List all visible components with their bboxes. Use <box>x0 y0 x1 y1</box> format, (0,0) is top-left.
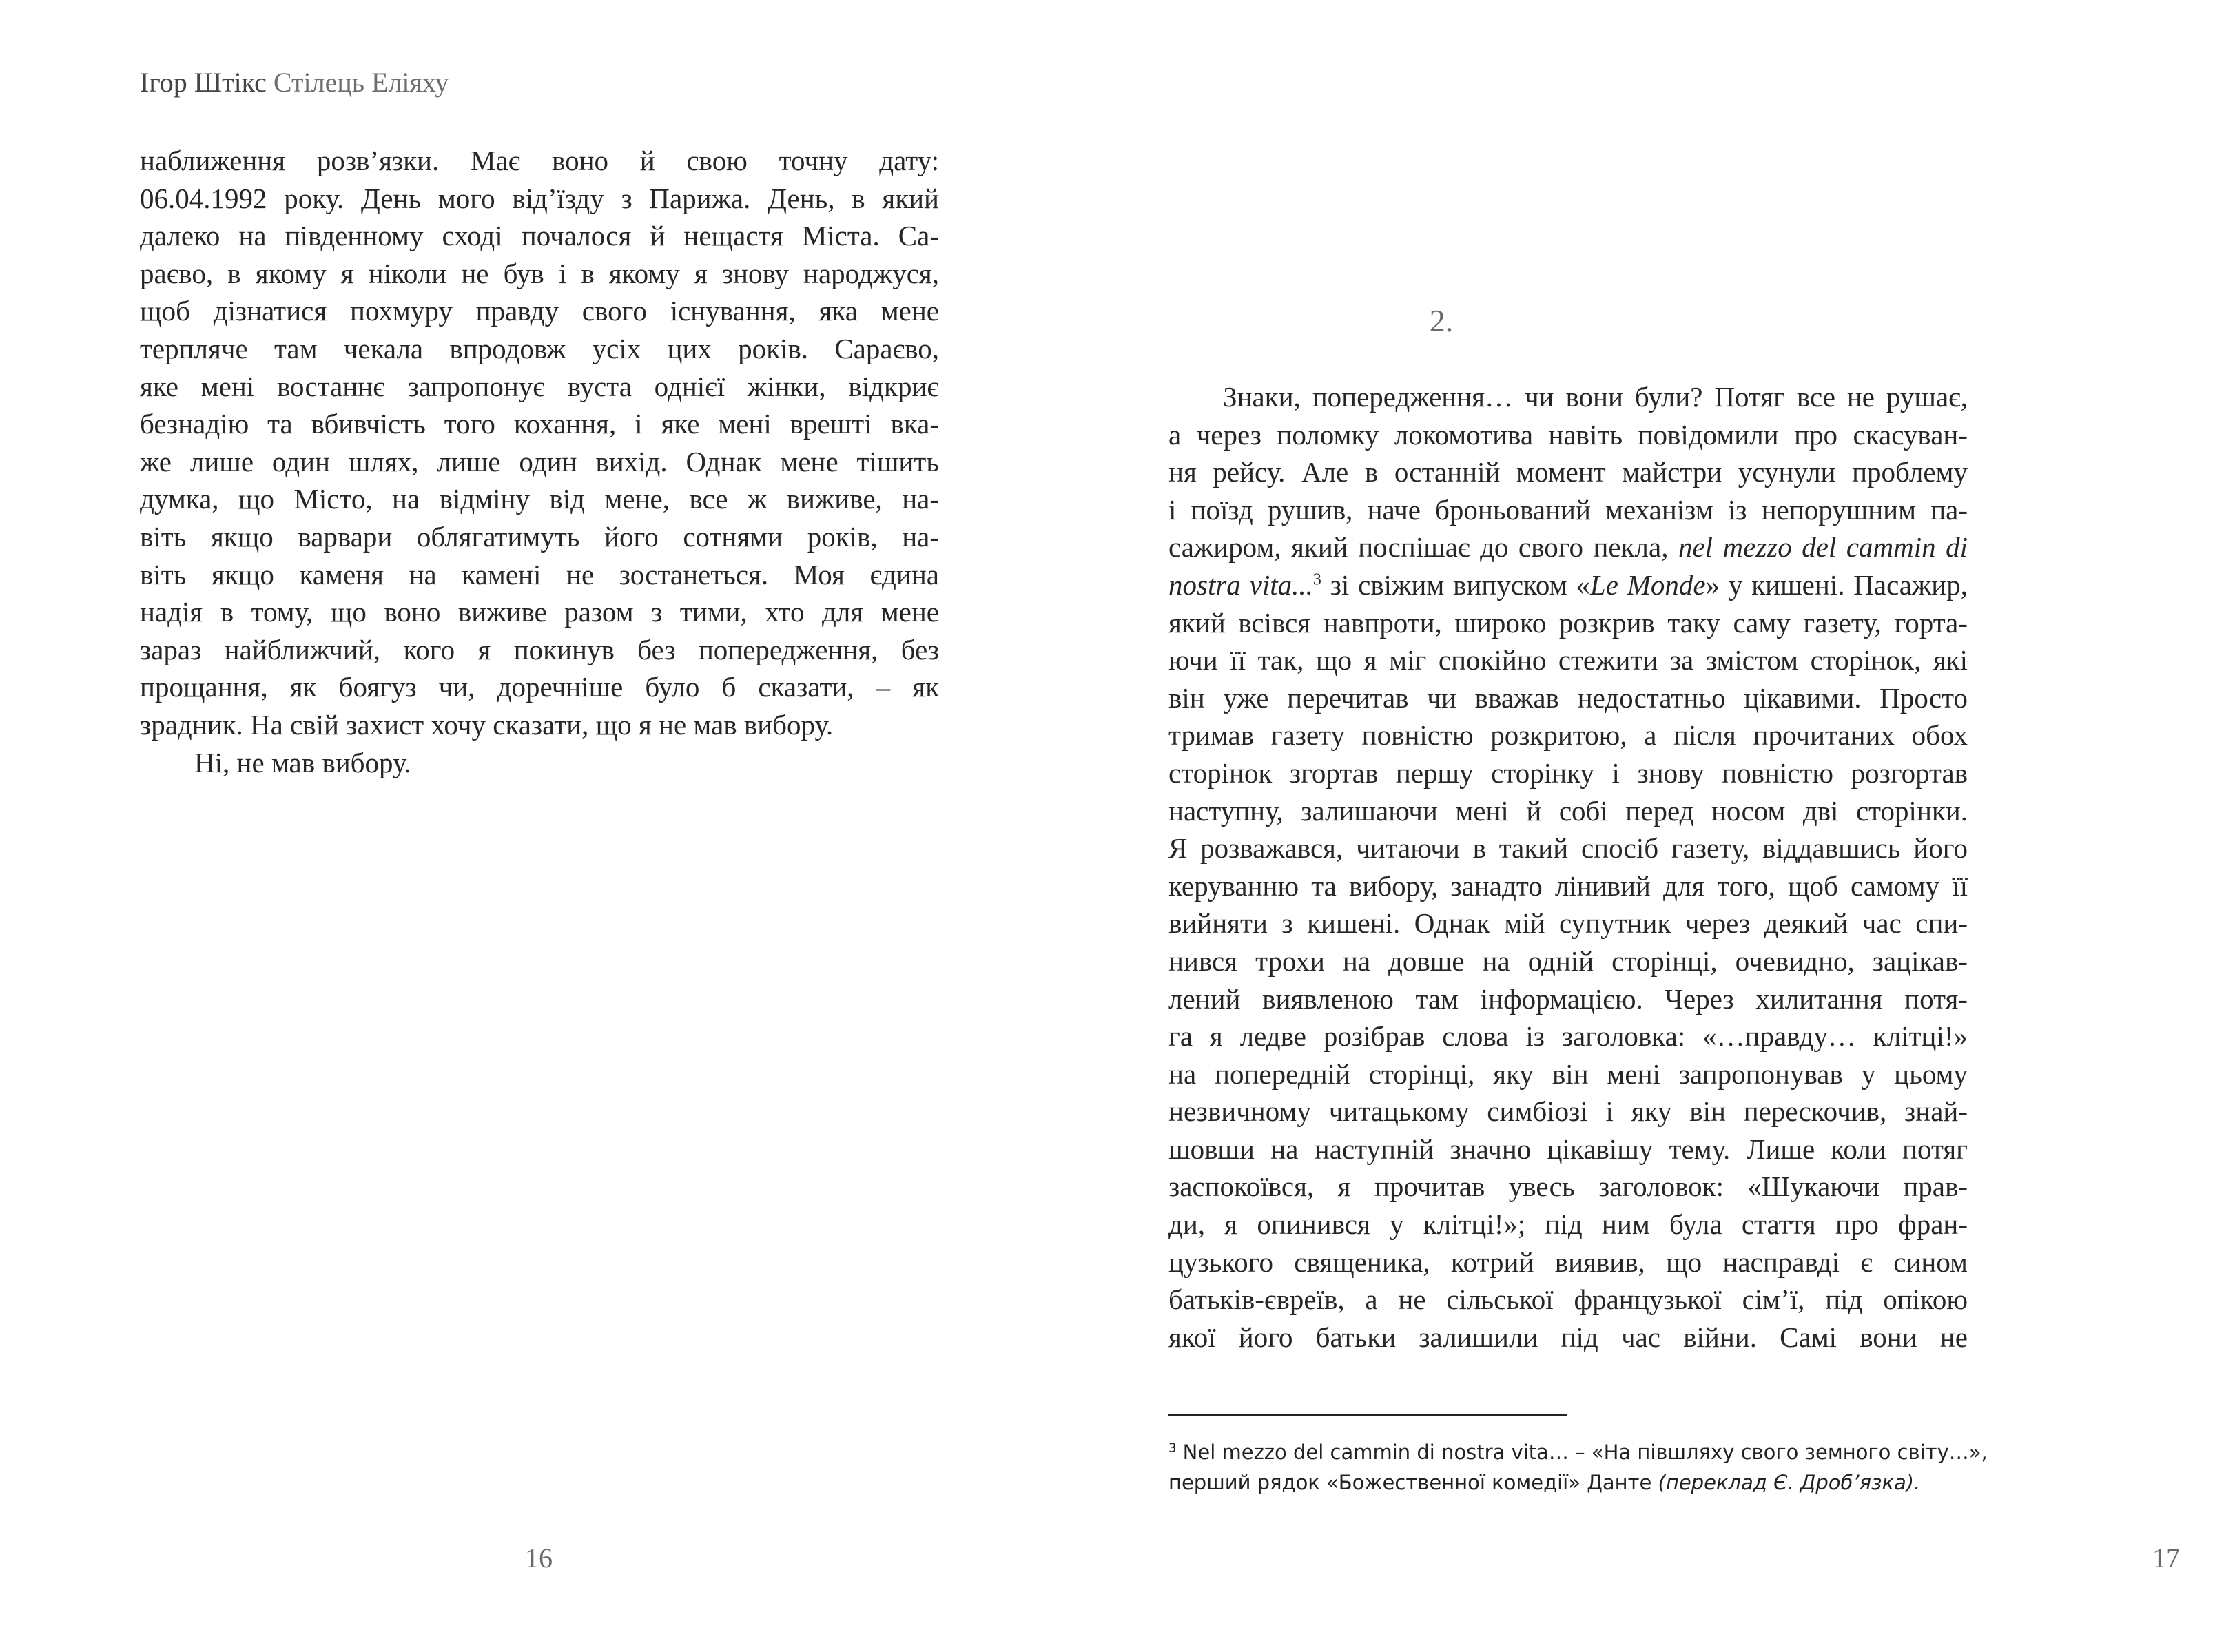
left-body-text <box>140 142 939 781</box>
text-line: га я ледве розібрав слова із заголовка: «…правду… клітці!» <box>1168 1020 1968 1053</box>
text-line: цузького священика, котрий виявив, що насправді є сином <box>1168 1246 1968 1278</box>
text-line: яке мені востаннє запропонує вуста однієї жінки, відкриє <box>140 370 939 402</box>
footnote-translator: (переклад Є. Дроб’язка). <box>1658 1471 1921 1494</box>
text-line: який всівся навпроти, широко розкрив таку саму газету, горта- <box>1168 606 1968 639</box>
italic-quote: nostra vita... <box>1168 568 1313 601</box>
right-body-text <box>1168 378 1968 1356</box>
text-line: незвичному читацькому симбіозі і яку він перескочив, знай- <box>1168 1095 1968 1128</box>
text-segment: сажиром, який поспішає до свого пекла, <box>1168 531 1669 564</box>
text-line: зрадник. На свій захист хочу сказати, що я не мав вибору. <box>140 708 834 741</box>
text-line: сторінок згортав першу сторінку і знову повністю розгортав <box>1168 756 1968 789</box>
text-line: а через поломку локомотива навіть повідомили про скасуван- <box>1168 418 1968 451</box>
text-line <box>1168 528 1968 566</box>
text-line: щоб дізнатися похмуру правду свого існування, яка мене <box>140 295 939 327</box>
right-page <box>1042 0 2180 1652</box>
text-line: ди, я опинився у клітці!»; під ним була стаття про фран- <box>1168 1208 1968 1241</box>
text-line: ня рейсу. Але в останній момент майстри усунули проблему <box>1168 456 1968 488</box>
text-line: же лише один шлях, лише один вихід. Однак мене тішить <box>140 445 939 477</box>
text-line: і поїзд рушив, наче броньований механізм із непорушним па- <box>1168 493 1968 526</box>
text-line: наступну, залишаючи мені й собі перед носом дві сторінки. <box>1168 794 1968 827</box>
text-line: батьків-євреїв, а не сільської французької сім’ї, під опікою <box>1168 1283 1968 1316</box>
footnote <box>1168 1437 1988 1498</box>
text-line: тримав газету повністю розкритою, а після прочитаних обох <box>1168 719 1968 752</box>
running-head <box>140 66 449 99</box>
footnote-line <box>1168 1437 1988 1467</box>
text-line: наближення розв’язки. Має воно й свою точну дату: <box>140 145 939 176</box>
text-line: 06.04.1992 року. День мого від’їзду з Парижа. День, в який <box>140 182 939 214</box>
italic-quote: nel mezzo del cammin di <box>1678 531 1968 564</box>
text-line: зараз найближчий, кого я покинув без попередження, без <box>140 633 939 665</box>
text-line: Знаки, попередження… чи вони були? Потяг все не рушає, <box>1223 381 1968 413</box>
text-segment: зі свіжим випуском « <box>1330 568 1590 601</box>
text-line: раєво, в якому я ніколи не був і в якому я знову народжуся, <box>140 257 939 289</box>
footnote-marker: 3 <box>1312 570 1321 589</box>
text-segment: » у кишені. Пасажир, <box>1705 568 1968 601</box>
text-line: віть якщо варвари облягатимуть його сотнями років, на- <box>140 520 939 553</box>
running-head-author: Ігор Штікс <box>140 67 267 98</box>
left-page <box>0 0 1042 1652</box>
text-line: нився трохи на довше на одній сторінці, очевидно, зацікав- <box>1168 944 1968 977</box>
footnote-line <box>1168 1467 1968 1498</box>
page-number: 17 <box>2152 1542 2180 1573</box>
footnote-divider <box>1168 1414 1567 1416</box>
chapter-number: 2. <box>1429 303 1454 338</box>
text-line: далеко на південному сході почалося й нещастя Міста. Са- <box>140 220 939 252</box>
text-line: якої його батьки залишили під час війни. Самі вони не <box>1168 1321 1968 1353</box>
text-line: на попередній сторінці, яку він мені запропонував у цьому <box>1168 1057 1968 1090</box>
page-number: 16 <box>525 1542 553 1573</box>
text-line: прощання, як боягуз чи, доречніше було б сказати, – як <box>140 671 939 703</box>
text-line: Я розважався, читаючи в такий спосіб газету, віддавшись його <box>1168 832 1968 865</box>
text-line: надія в тому, що воно виживе разом з тими, хто для мене <box>140 596 939 628</box>
text-line: керуванню та вибору, занадто лінивий для того, щоб самому її <box>1168 869 1968 902</box>
text-line: думка, що Місто, на відміну від мене, все ж виживе, на- <box>140 483 939 515</box>
footnote-text: перший рядок «Божественної комедії» Данте <box>1168 1471 1652 1494</box>
text-line: Ні, не мав вибору. <box>194 746 411 778</box>
text-line: заспокоївся, я прочитав увесь заголовок: «Шукаючи прав- <box>1168 1170 1968 1203</box>
text-line: лений виявленою там інформацією. Через хилитання потя- <box>1168 982 1968 1015</box>
text-line: ючи її так, що я міг спокійно стежити за змістом сторінок, які <box>1168 644 1968 677</box>
text-line: терпляче там чекала впродовж усіх цих років. Сараєво, <box>140 332 939 364</box>
text-line: віть якщо каменя на камені не зостанеться. Моя єдина <box>140 558 939 590</box>
running-head-title: Стілець Еліяху <box>273 67 449 98</box>
newspaper-title: Le Monde <box>1589 568 1706 601</box>
footnote-number: 3 <box>1168 1441 1177 1456</box>
footnote-text: Nel mezzo del cammin di nostra vita… – «На півшляху свого земного світу…», <box>1182 1441 1988 1464</box>
text-line: безнадію та вбивчість того кохання, і яке мені врешті вка- <box>140 408 939 440</box>
text-line: він уже перечитав чи вважав недостатньо цікавими. Просто <box>1168 681 1968 714</box>
text-line: вийняти з кишені. Однак мій супутник через деякий час спи- <box>1168 907 1968 940</box>
text-line <box>1168 566 1968 604</box>
text-line: шовши на наступній значно цікавішу тему. Лише коли потяг <box>1168 1133 1968 1165</box>
